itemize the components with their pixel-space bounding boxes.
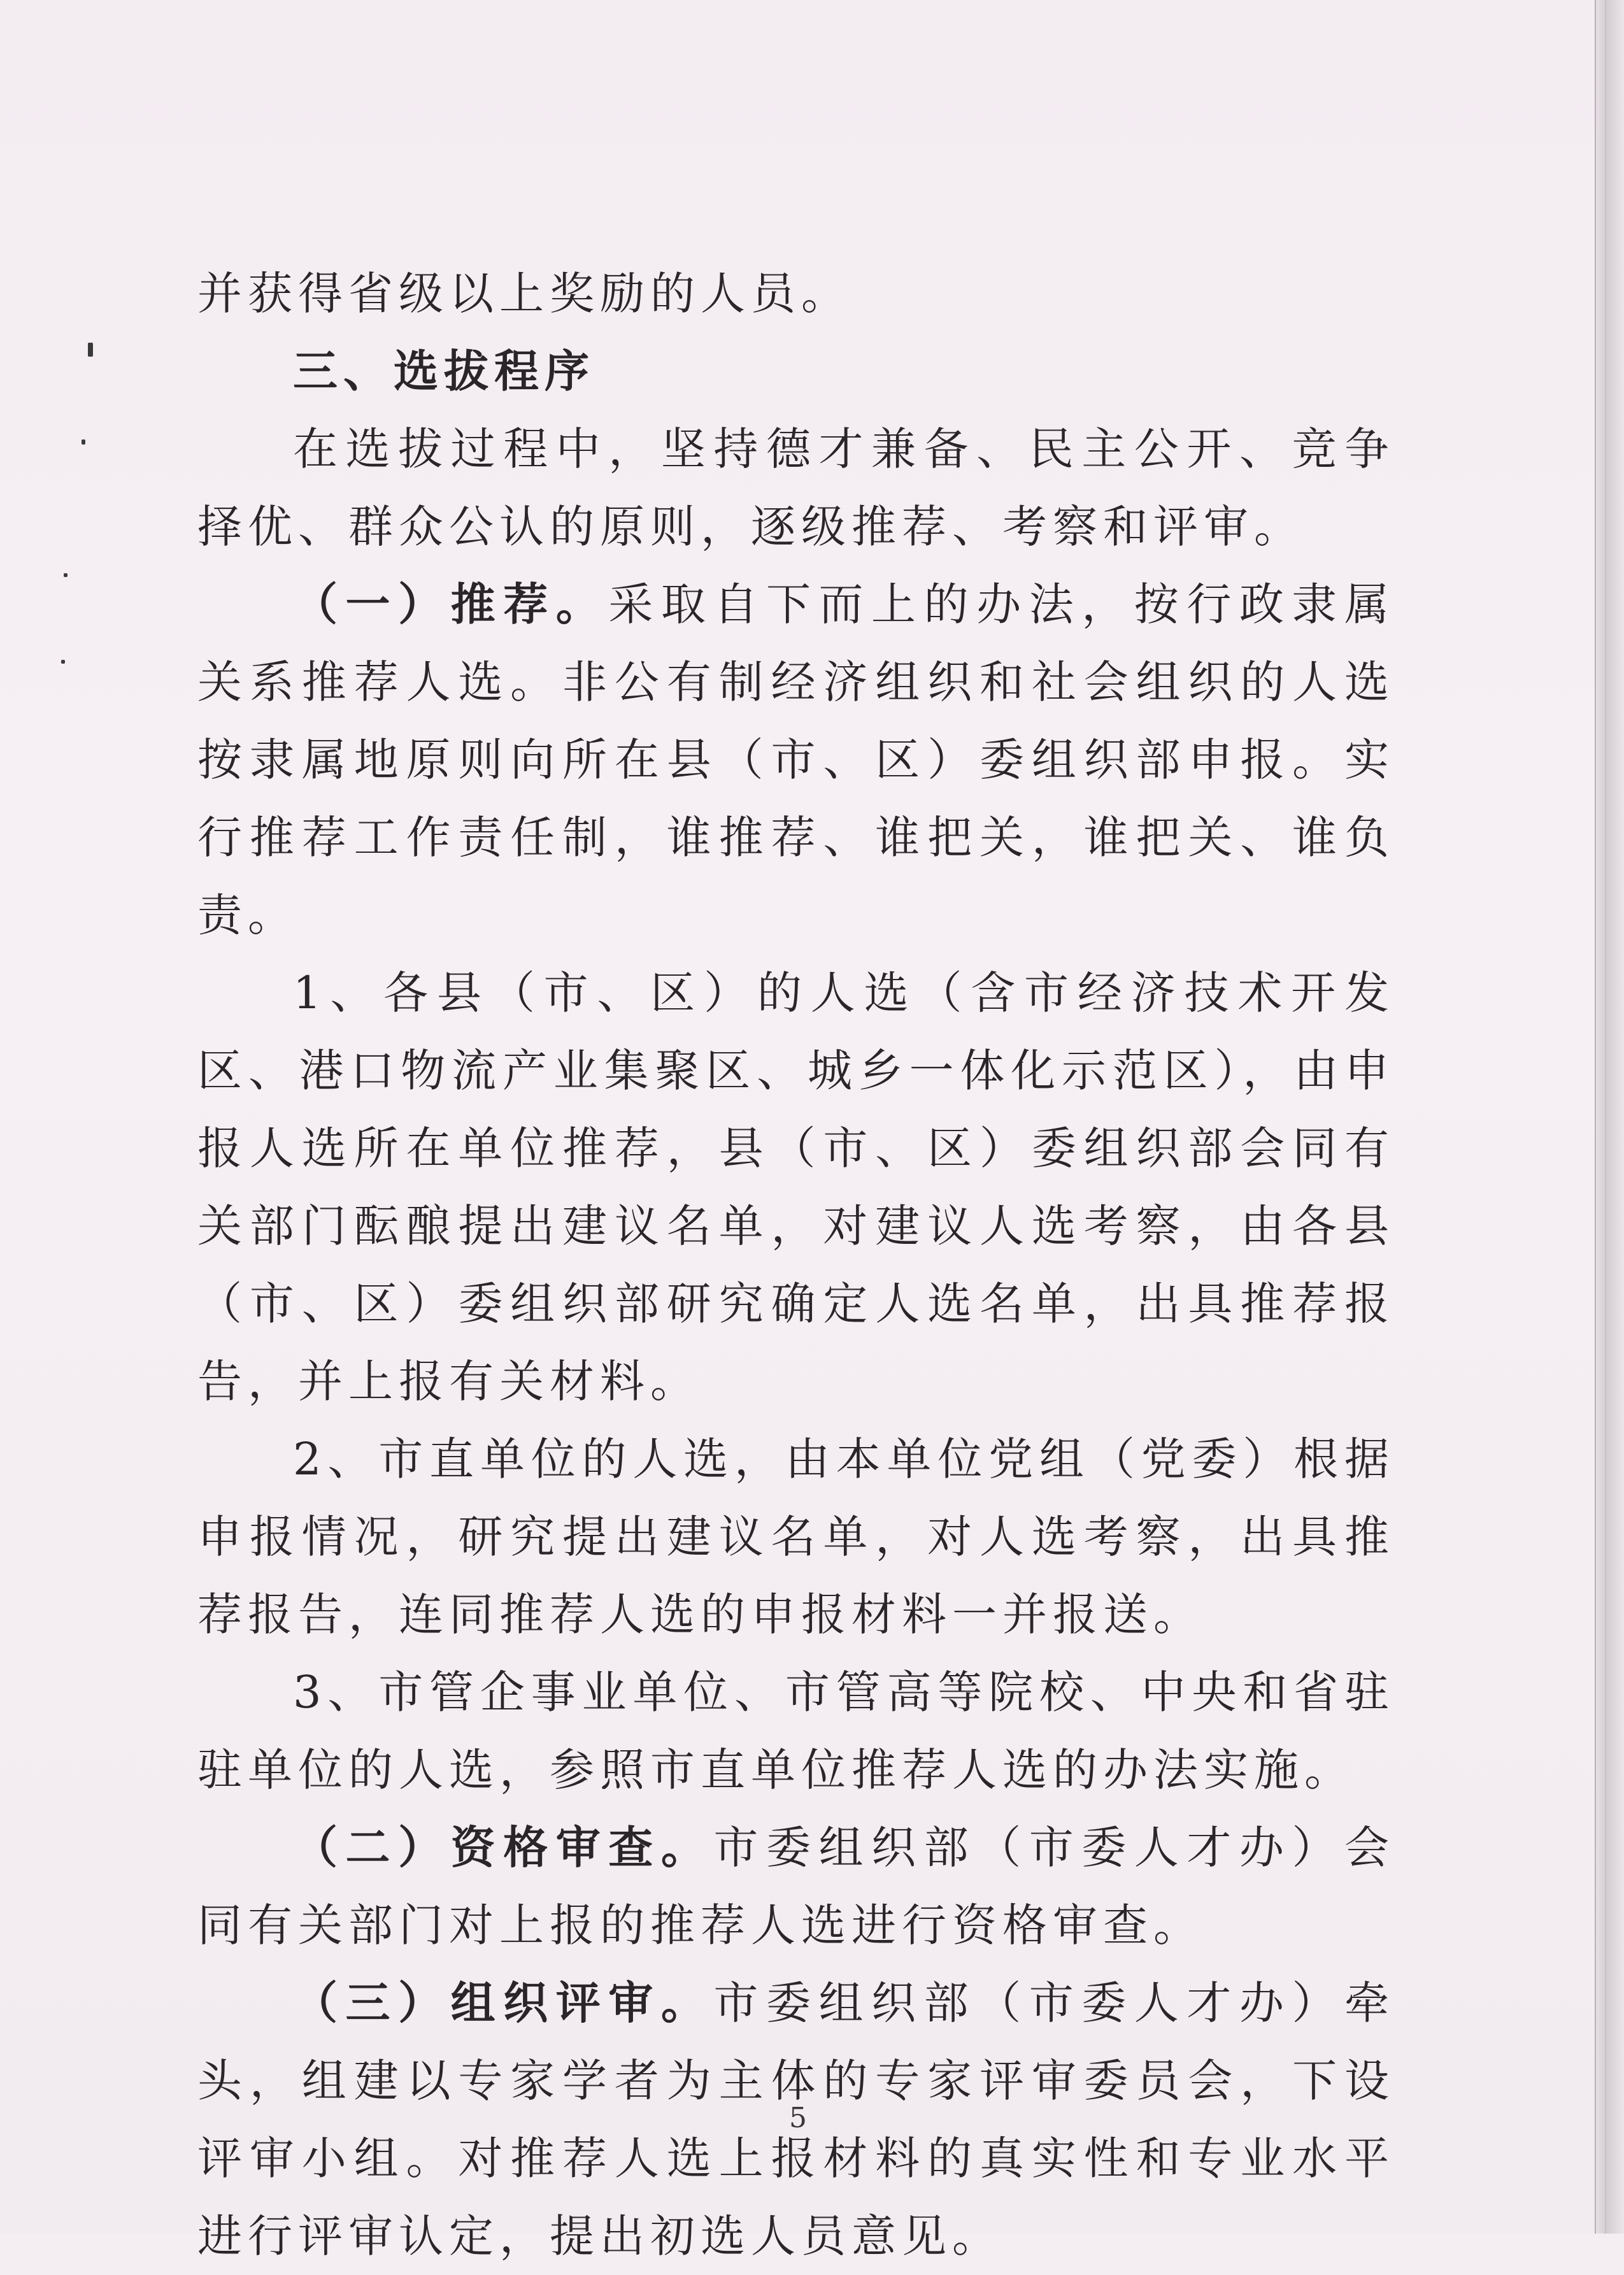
paragraph-item-1: 1、各县（市、区）的人选（含市经济技术开发区、港口物流产业集聚区、城乡一体化示范区），由申报人选所在单位推荐，县（市、区）委组织部会同有关部门酝酿提出建议名单，对建议人选考察，由各县（市、区）委组织部研究确定人选名单，出具推荐报告，并上报有关材料。 bbox=[197, 967, 1395, 1408]
paragraph-principles: 在选拔过程中，坚持德才兼备、民主公开、竞争择优、群众公认的原则，逐级推荐、考察和评审。 bbox=[197, 423, 1395, 553]
document-body bbox=[197, 255, 1395, 2275]
scan-speck bbox=[64, 573, 68, 577]
paragraph-qualification-review bbox=[197, 1809, 1395, 1964]
scan-speck bbox=[88, 343, 93, 357]
paragraph-text: 市委组织部（市委人才办）牵头，组建以专家学者为主体的专家评审委员会，下设评审小组。对推荐人选上报材料的真实性和专业水平进行评审认定，提出初选人员意见。 bbox=[197, 1977, 1395, 2262]
scan-speck bbox=[61, 660, 65, 664]
section-heading: 三、选拔程序 bbox=[293, 345, 595, 397]
paragraph-continuation: 并获得省级以上奖励的人员。 bbox=[197, 267, 851, 320]
paragraph-text: 采取自下而上的办法，按行政隶属关系推荐人选。非公有制经济组织和社会组织的人选按隶属地原则向所在县（市、区）委组织部申报。实行推荐工作责任制，谁推荐、谁把关，谁把关、谁负责。 bbox=[197, 578, 1395, 941]
paragraph-recommendation bbox=[197, 566, 1395, 954]
page-number: 5 bbox=[789, 2102, 807, 2134]
subheading-recommendation: （一）推荐。 bbox=[293, 578, 609, 631]
paragraph-item-2: 2、市直单位的人选，由本单位党组（党委）根据申报情况，研究提出建议名单，对人选考察，出具推荐报告，连同推荐人选的申报材料一并报送。 bbox=[197, 1433, 1395, 1641]
paper-edge bbox=[1595, 0, 1624, 2234]
paragraph-item-3: 3、市管企事业单位、市管高等院校、中央和省驻驻单位的人选，参照市直单位推荐人选的办法实施。 bbox=[197, 1666, 1395, 1796]
scan-speck bbox=[82, 439, 85, 445]
paragraph-text: 市委组织部（市委人才办）会同有关部门对上报的推荐人选进行资格审查。 bbox=[197, 1822, 1395, 1951]
subheading-qualification-review: （二）资格审查。 bbox=[293, 1821, 714, 1874]
subheading-organize-review: （三）组织评审。 bbox=[293, 1976, 714, 2029]
